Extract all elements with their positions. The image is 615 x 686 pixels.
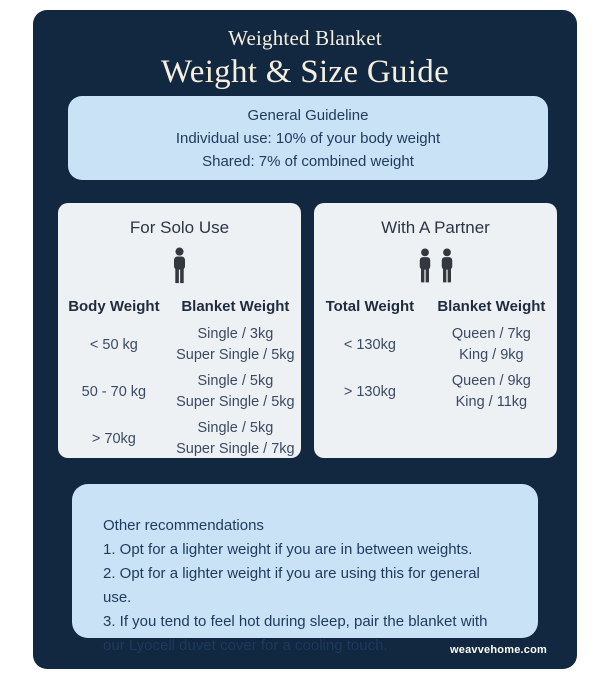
panel-with-partner <box>314 203 557 458</box>
table-row-weight <box>314 323 426 367</box>
table-row-blanket <box>426 370 557 414</box>
infographic-card <box>33 10 577 669</box>
blanket-value: King / 11kg <box>455 394 528 410</box>
blanket-value: Super Single / 5kg <box>176 394 295 410</box>
recommendation-item: 1. Opt for a lighter weight if you are in between weights. <box>103 541 473 558</box>
solo-table <box>58 298 301 461</box>
weight-value: 50 - 70 kg <box>81 383 147 400</box>
guideline-line: General Guideline <box>247 106 369 124</box>
header <box>33 24 577 92</box>
panel-solo-title: For Solo Use <box>129 218 230 237</box>
partner-col-blanket-weight: Blanket Weight <box>437 298 546 315</box>
weight-value: < 130kg <box>343 336 396 353</box>
table-row-blanket <box>170 417 301 461</box>
partner-table <box>314 298 557 414</box>
blanket-value: Single / 3kg <box>197 326 274 342</box>
blanket-value: Super Single / 5kg <box>176 347 295 363</box>
recommendation-item: 2. Opt for a lighter weight if you are using this for general use. <box>103 565 480 606</box>
blanket-value: Single / 5kg <box>197 420 274 436</box>
recommendations-title: Other recommendations <box>103 517 264 534</box>
table-row-weight <box>58 323 170 367</box>
table-row-blanket <box>426 323 557 367</box>
weight-value: < 50 kg <box>89 336 138 353</box>
blanket-value: Queen / 9kg <box>451 373 531 389</box>
blanket-value: King / 9kg <box>459 347 524 363</box>
table-row-weight <box>58 370 170 414</box>
weight-value: > 130kg <box>343 383 396 400</box>
panel-solo-use <box>58 203 301 458</box>
general-guideline-box <box>68 96 548 180</box>
guideline-line: Individual use: 10% of your body weight <box>175 129 441 147</box>
person-icon <box>58 247 301 289</box>
blanket-value: Super Single / 7kg <box>176 441 295 457</box>
table-row-blanket <box>170 323 301 367</box>
recommendation-item: 3. If you tend to feel hot during sleep, pair the blanket with our Lyocell duvet cover for a cooling touch. <box>103 613 488 654</box>
solo-col-blanket-weight: Blanket Weight <box>181 298 290 315</box>
partner-col-total-weight: Total Weight <box>325 298 415 315</box>
table-row-weight <box>58 417 170 461</box>
table-row-blanket <box>170 370 301 414</box>
weight-value: > 70kg <box>91 430 136 447</box>
guideline-line: Shared: 7% of combined weight <box>202 152 414 170</box>
website-url: weavvehome.com <box>450 644 547 656</box>
solo-col-body-weight: Body Weight <box>68 298 160 315</box>
page-title: Weight & Size Guide <box>160 54 450 90</box>
two-persons-icon <box>314 247 557 289</box>
blanket-value: Queen / 7kg <box>451 326 531 342</box>
header-subtitle: Weighted Blanket <box>228 26 382 50</box>
panel-partner-title: With A Partner <box>381 218 490 237</box>
table-row-weight <box>314 370 426 414</box>
blanket-value: Single / 5kg <box>197 373 274 389</box>
